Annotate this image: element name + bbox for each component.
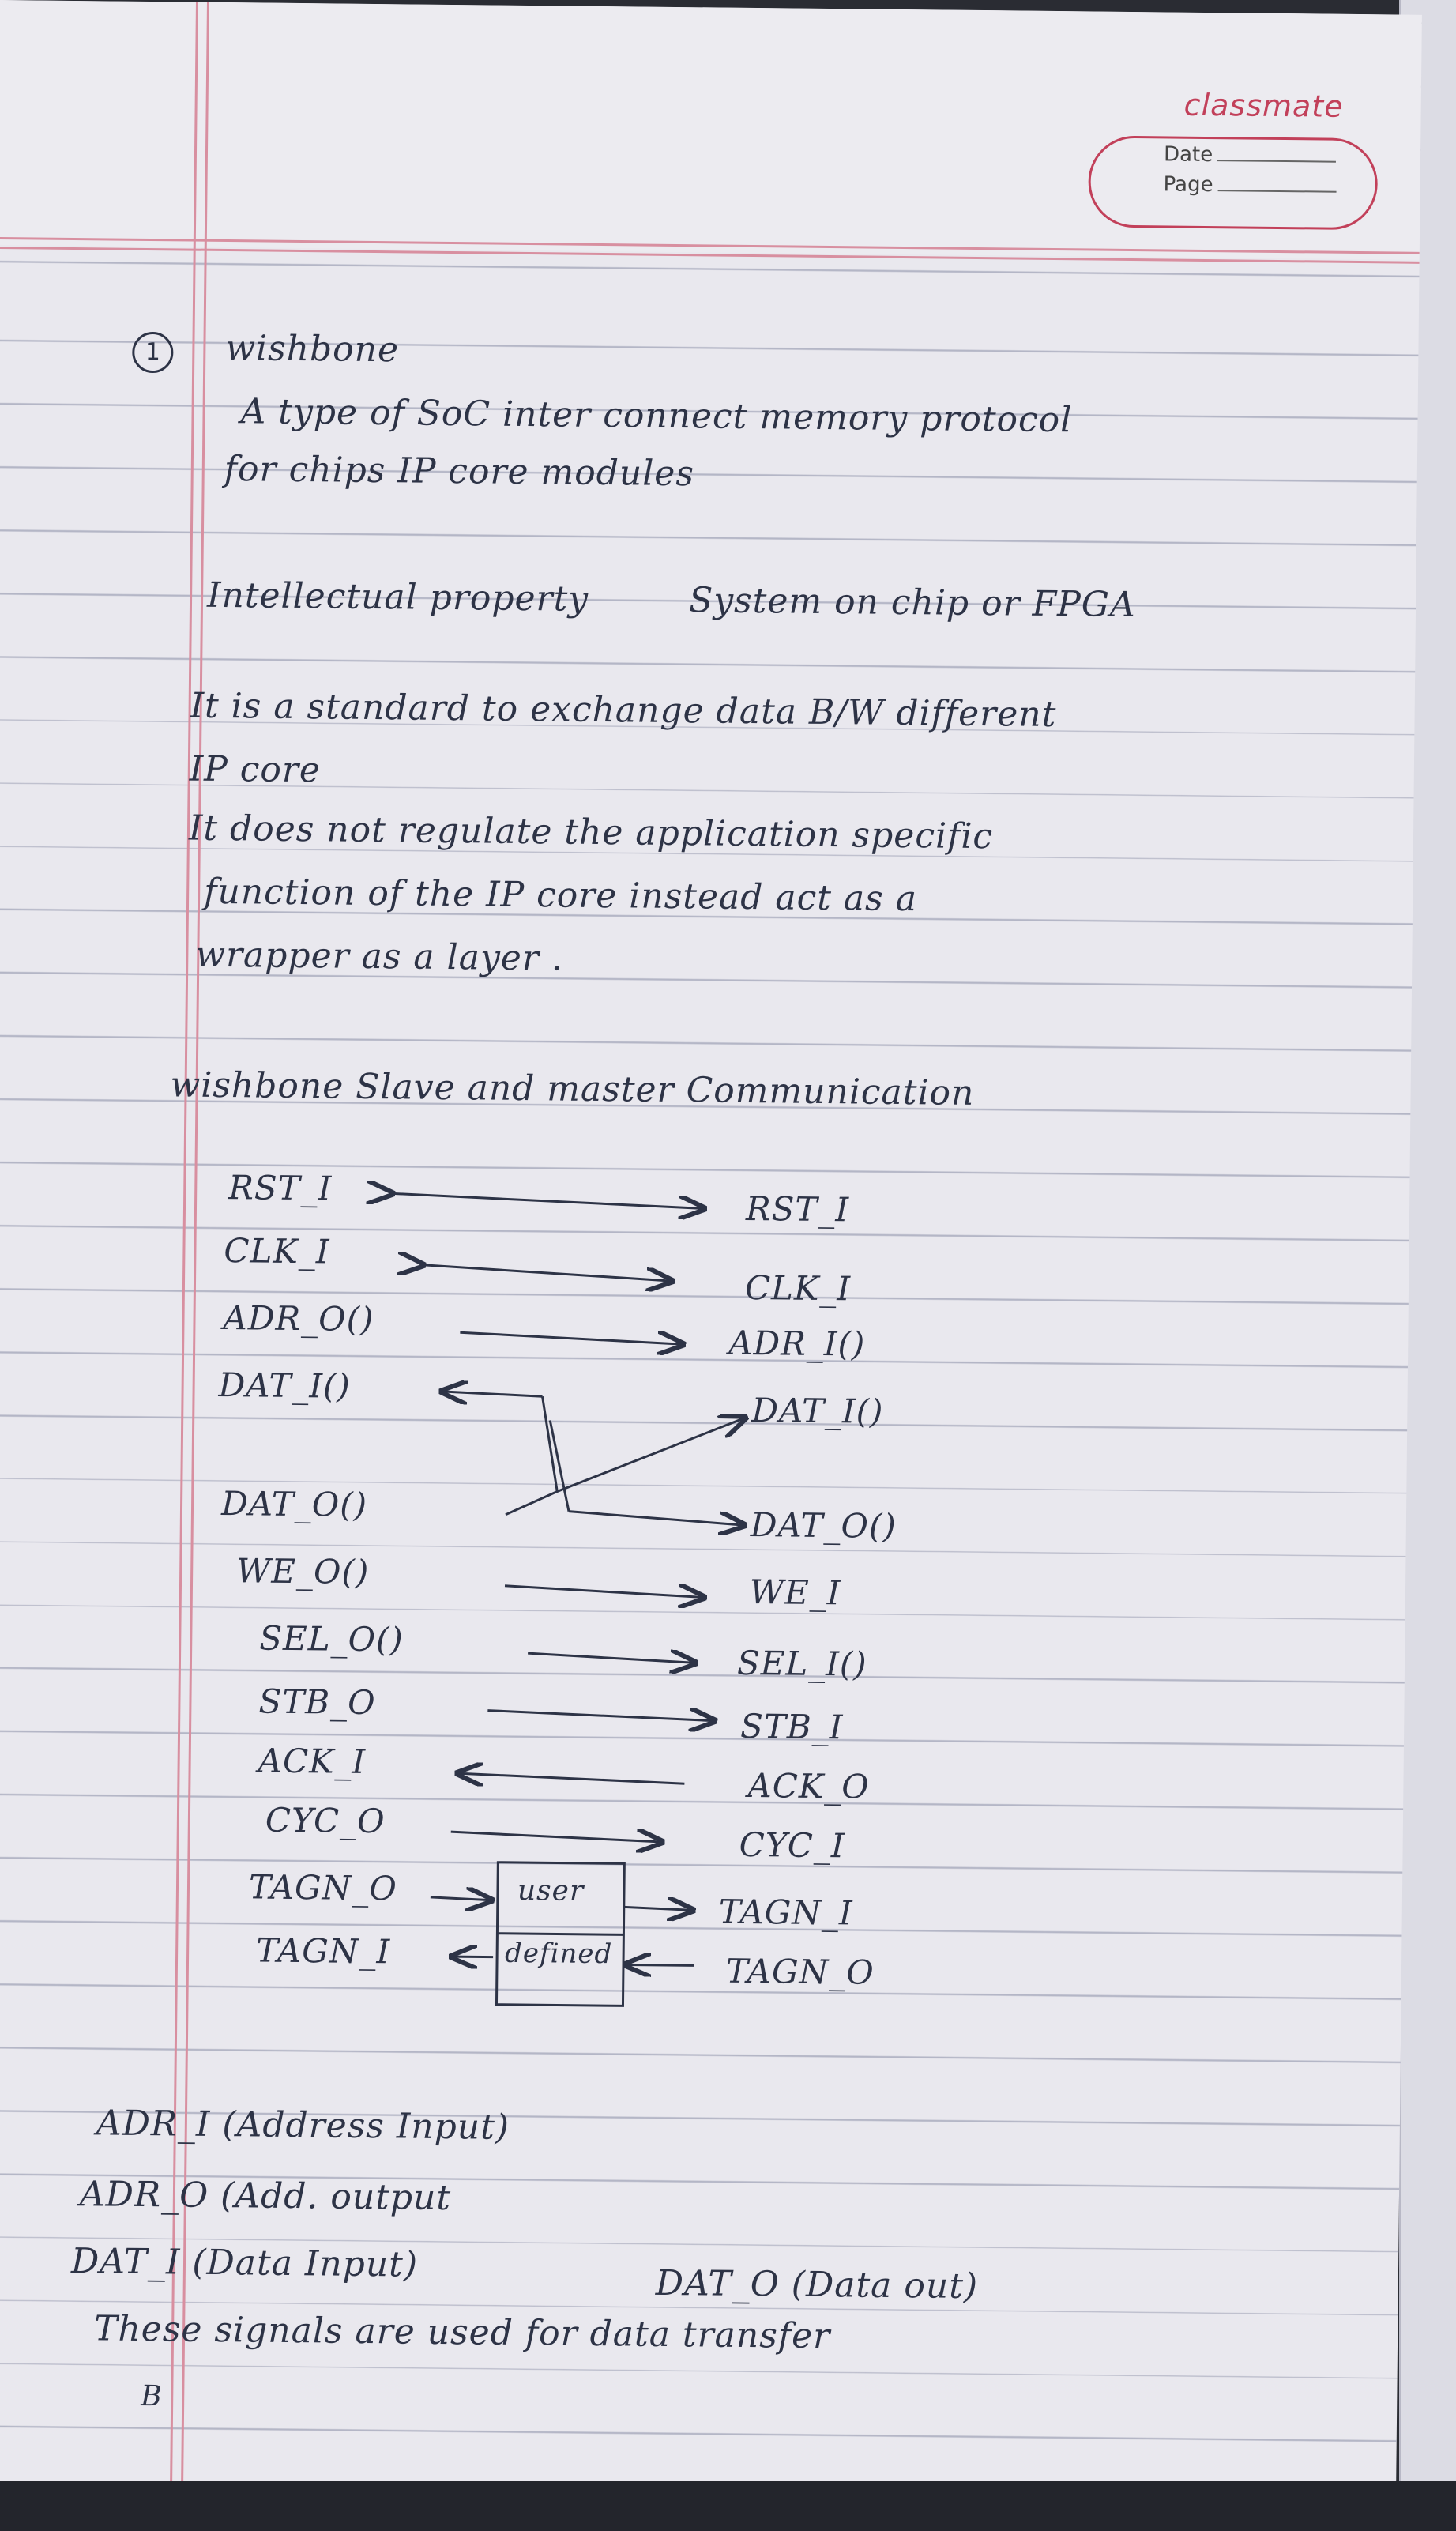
crossover-1 <box>506 1396 559 1516</box>
note-line-4: It is a standard to exchange data B/W different <box>190 685 1057 736</box>
slave-signal: TAGN_O <box>725 1951 875 1992</box>
slave-signal: TAGN_I <box>718 1892 853 1933</box>
slave-signal: CYC_I <box>739 1825 845 1866</box>
arrow-adr <box>460 1332 681 1344</box>
footnote-5: B <box>141 2380 163 2413</box>
master-signal: CYC_O <box>265 1800 386 1841</box>
arrow-we <box>505 1586 702 1598</box>
note-line-6: It does not regulate the application specific <box>188 808 994 857</box>
desk-background <box>0 2481 1456 2531</box>
arrow-tagn-o <box>431 1897 490 1900</box>
section-title: wishbone <box>225 328 400 371</box>
section-number: 1 <box>132 332 174 374</box>
arrow-dat-i-slave <box>557 1416 743 1493</box>
arrow-stb <box>487 1711 713 1721</box>
slave-signal: DAT_O() <box>750 1505 897 1546</box>
master-signal: STB_O <box>258 1682 376 1723</box>
note-line-7: function of the IP core instead act as a <box>203 871 918 920</box>
arrow-ack <box>459 1773 684 1783</box>
box-divider <box>497 1934 623 1935</box>
arrow-tagn-slave <box>624 1907 691 1910</box>
box-label-top: user <box>517 1874 585 1908</box>
note-line-5: IP core <box>189 748 322 791</box>
note-line-1: A type of SoC inter connect memory protocol <box>240 391 1073 441</box>
page-field <box>1163 172 1336 198</box>
arrow-tagn-o-slave <box>627 1964 694 1965</box>
master-signal: TAGN_I <box>255 1930 391 1972</box>
arrow-clk <box>421 1265 670 1281</box>
master-signal: WE_O() <box>235 1551 370 1592</box>
footnote-3b: DAT_O (Data out) <box>655 2262 979 2307</box>
footnote-2: ADR_O (Add. output <box>79 2174 452 2219</box>
note-line-8: wrapper as a layer . <box>195 934 564 979</box>
arrow-cyc <box>451 1832 660 1842</box>
slave-signal: STB_I <box>739 1706 844 1747</box>
note-line-3b: System on chip or FPGA <box>688 580 1136 626</box>
arrow-sel <box>528 1653 694 1663</box>
footnote-3: DAT_I (Data Input) <box>70 2241 419 2285</box>
slave-signal: CLK_I <box>744 1267 852 1309</box>
footnote-1: ADR_I (Address Input) <box>96 2103 510 2148</box>
master-signal: CLK_I <box>224 1231 330 1271</box>
crossover-2 <box>549 1420 570 1511</box>
master-signal: SEL_O() <box>259 1618 404 1659</box>
footnote-4: These signals are used for data transfer <box>93 2308 831 2357</box>
arrow-dat-o <box>569 1512 743 1525</box>
slave-signal: DAT_I() <box>751 1391 884 1431</box>
date-label: Date <box>1163 142 1213 168</box>
slave-signal: RST_I <box>745 1188 850 1230</box>
master-signal: ACK_I <box>258 1741 367 1781</box>
slave-signal: WE_I <box>749 1572 841 1613</box>
brand-name: classmate <box>1183 87 1344 124</box>
date-field <box>1164 142 1336 168</box>
diagram-heading: wishbone Slave and master Communication <box>170 1064 975 1113</box>
master-signal: TAGN_O <box>248 1867 398 1908</box>
arrow-rst <box>390 1193 702 1208</box>
note-line-3a: Intellectual property <box>206 574 589 620</box>
master-signal: RST_I <box>228 1168 333 1208</box>
page-label: Page <box>1163 172 1213 198</box>
master-signal: DAT_O() <box>220 1484 368 1524</box>
master-signal: ADR_O() <box>223 1298 374 1339</box>
box-label-bottom: defined <box>504 1937 613 1971</box>
arrow-dat-i <box>444 1392 543 1396</box>
classmate-logo <box>1088 86 1390 247</box>
slave-signal: ADR_I() <box>728 1323 866 1364</box>
slave-signal: SEL_I() <box>736 1643 867 1684</box>
slave-signal: ACK_O <box>747 1766 870 1806</box>
note-line-2: for chips IP core modules <box>224 449 695 495</box>
master-signal: DAT_I() <box>218 1365 352 1406</box>
